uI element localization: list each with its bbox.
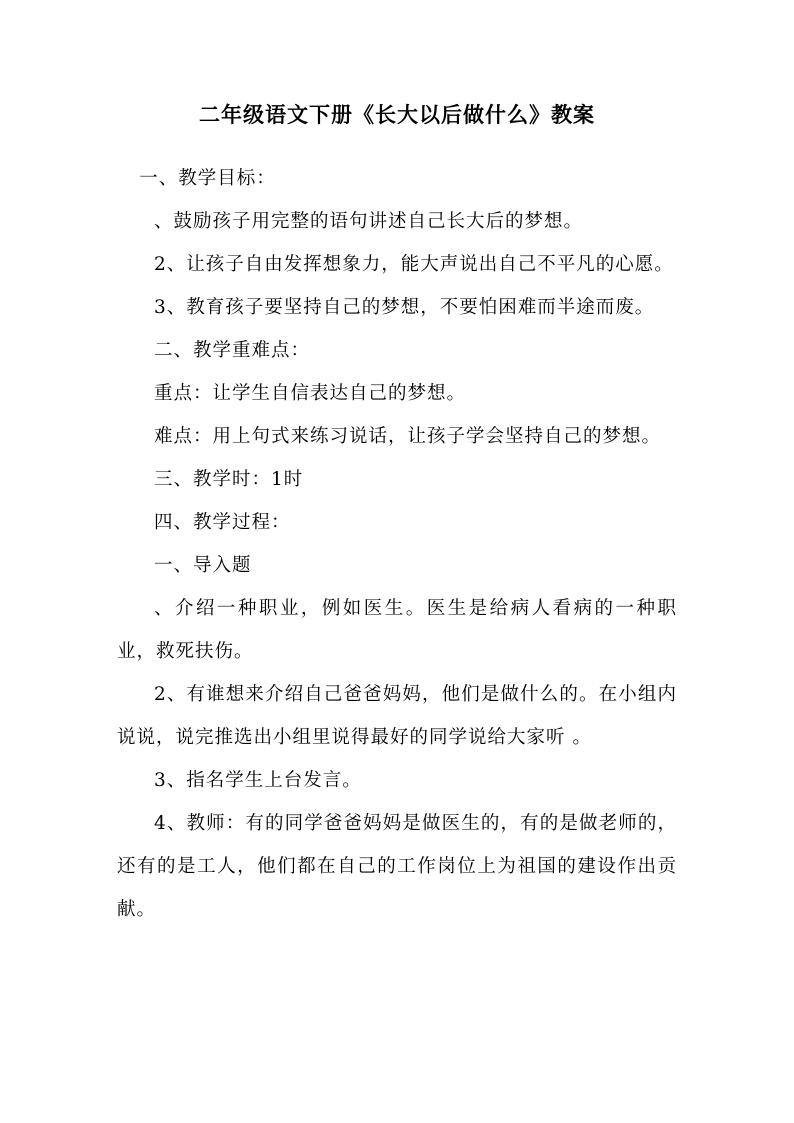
paragraph-goal-1: 、鼓励孩子用完整的语句讲述自己长大后的梦想。 (154, 211, 584, 232)
paragraph-key-point: 重点：让学生自信表达自己的梦想。 (154, 383, 467, 404)
paragraph-step-3: 3、指名学生上台发言。 (154, 770, 362, 791)
paragraph-goal-2: 2、让孩子自由发挥想象力，能大声说出自己不平凡的心愿。 (154, 254, 674, 275)
paragraph-introduction-heading: 一、导入题 (154, 555, 252, 576)
document-title: 二年级语文下册《长大以后做什么》教案 (199, 102, 595, 127)
document-body (117, 157, 677, 931)
paragraph-goal-3: 3、教育孩子要坚持自己的梦想，不要怕困难而半途而废。 (154, 297, 655, 318)
paragraph-step-2: 2、有谁想来介绍自己爸爸妈妈，他们是做什么的。在小组内说说，说完推选出小组里说得最好的同学说给大家听 。 (117, 684, 677, 748)
paragraph-teaching-goals-heading: 一、教学目标： (139, 168, 276, 189)
paragraph-process-heading: 四、教学过程： (154, 512, 291, 533)
paragraph-step-1: 、介绍一种职业，例如医生。医生是给病人看病的一种职业，救死扶伤。 (117, 598, 677, 662)
paragraph-difficult-point: 难点：用上句式来练习说话，让孩子学会坚持自己的梦想。 (154, 426, 662, 447)
paragraph-step-4: 4、教师：有的同学爸爸妈妈是做医生的，有的是做老师的，还有的是工人，他们都在自己的工作岗位上为祖国的建设作出贡献。 (117, 813, 677, 920)
paragraph-class-hours: 三、教学时：1时 (154, 469, 304, 490)
paragraph-key-points-heading: 二、教学重难点： (154, 340, 311, 361)
